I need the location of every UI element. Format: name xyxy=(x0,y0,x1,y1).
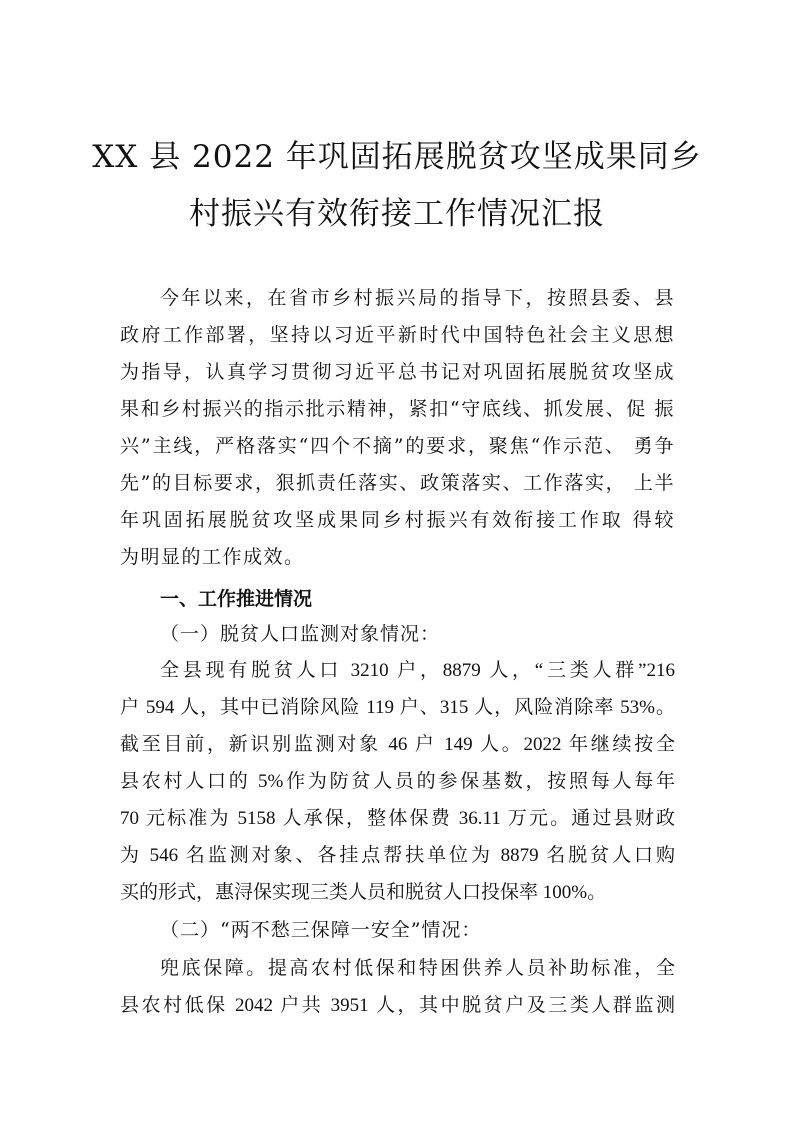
intro-line: 兴”主线，严格落实“四个不摘”的要求，聚焦“作示范、 勇争 xyxy=(120,435,675,457)
subsection-heading: （一）脱贫人口监测对象情况： xyxy=(160,623,441,645)
intro-line: 先”的目标要求，狠抓责任落实、政策落实、工作落实， 上半 xyxy=(120,472,675,494)
body-line: 县农村低保 2042 户共 3951 人，其中脱贫户及三类人群监测 xyxy=(120,995,675,1016)
body-line: 县农村人口的 5%作为防贫人员的参保基数，按照每人每年 xyxy=(120,771,675,792)
document-title-line-1: XX 县 2022 年巩固拓展脱贫攻坚成果同乡 xyxy=(92,139,702,175)
body-line: 兜底保障。提高农村低保和特困供养人员补助标准，全 xyxy=(160,958,675,979)
body-line: 买的形式，惠浔保实现三类人员和脱贫人口投保率 100%。 xyxy=(120,882,607,903)
body-line: 全县现有脱贫人口 3210 户，8879 人，“三类人群”216 xyxy=(160,660,675,681)
intro-line: 果和乡村振兴的指示批示精神，紧扣“守底线、抓发展、促 振 xyxy=(120,398,675,420)
intro-line: 为指导，认真学习贯彻习近平总书记对巩固拓展脱贫攻坚成 xyxy=(120,361,675,383)
document-title-line-2: 村振兴有效衔接工作情况汇报 xyxy=(189,196,605,232)
intro-line: 为明显的工作成效。 xyxy=(120,546,305,568)
body-line: 70 元标准为 5158 人承保，整体保费 36.11 万元。通过县财政 xyxy=(120,808,675,829)
intro-line: 政府工作部署，坚持以习近平新时代中国特色社会主义思想 xyxy=(120,324,675,346)
intro-line: 年巩固拓展脱贫攻坚成果同乡村振兴有效衔接工作取 得较 xyxy=(120,509,675,531)
subsection-heading: （二）“两不愁三保障一安全”情况： xyxy=(160,919,482,941)
body-line: 户 594 人，其中已消除风险 119 户、315 人，风险消除率 53%。 xyxy=(120,697,675,718)
body-line: 截至目前，新识别监测对象 46 户 149 人。2022 年继续按全 xyxy=(120,734,675,755)
intro-line: 今年以来，在省市乡村振兴局的指导下，按照县委、县 xyxy=(160,287,675,309)
section-heading: 一、工作推进情况 xyxy=(160,588,313,610)
body-line: 为 546 名监测对象、各挂点帮扶单位为 8879 名脱贫人口购 xyxy=(120,845,675,866)
